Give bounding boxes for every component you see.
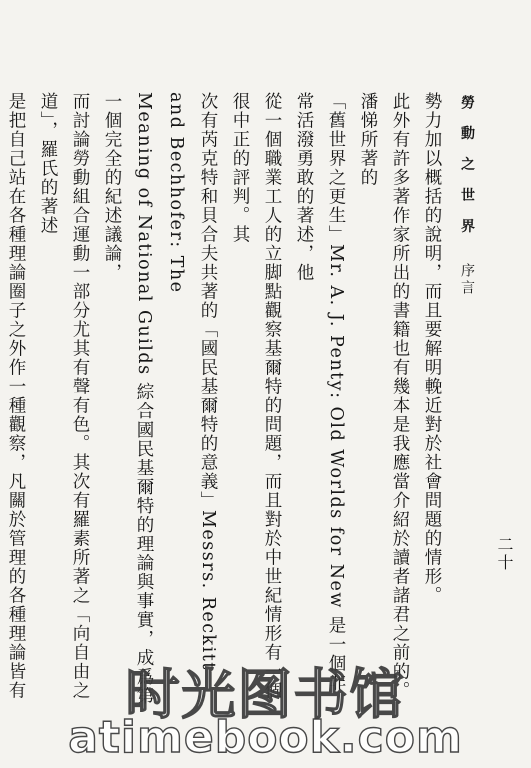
page-number: 二十 <box>495 536 514 572</box>
text-column-8: 是把自己站在各種理論圈子之外作一種觀察，凡關於管理的各種理論皆有 <box>6 92 26 700</box>
watermark-logo-text: 时光图书馆 <box>125 663 406 726</box>
text-column-4: 從一個職業工人的立脚點觀察基爾特的問題，而且對於中世紀情形有一個很中正的評判。其 <box>230 92 282 700</box>
text-column-2: 此外有許多著作家所出的書籍也有幾本是我應當介紹於讀者諸君之前的。潘悌所著的 <box>358 92 410 700</box>
text-column-3: 「舊世界之更生」Mr. A. J. Penty: Old Worlds for New 是一個非常活潑勇敢的著述，他 <box>294 92 346 692</box>
body-text <box>6 92 448 707</box>
running-header <box>455 95 477 297</box>
text-column-1: 勢力加以概括的說明，而且要解明輓近對於社會問題的情形。 <box>422 92 442 605</box>
text-column-7: 而討論勞動組合運動一部分尤其有聲有色。其次有羅素所著之「向自由之道」，羅氏的著述 <box>38 92 90 700</box>
text-column-5: 次有芮克特和貝合夫共著的「國民基爾特的意義」Messrs. Reckitt and Bechhofer: The <box>166 92 218 671</box>
section-title: 序言 <box>459 263 475 298</box>
book-title: 勞 動 之 世 界 <box>459 95 475 239</box>
text-column-6: Meaning of National Guilds 綜合國民基爾特的理論與事實，成爲第一個完全的紀述議論， <box>102 92 154 706</box>
watermark-url: atimebook.com <box>68 712 463 763</box>
